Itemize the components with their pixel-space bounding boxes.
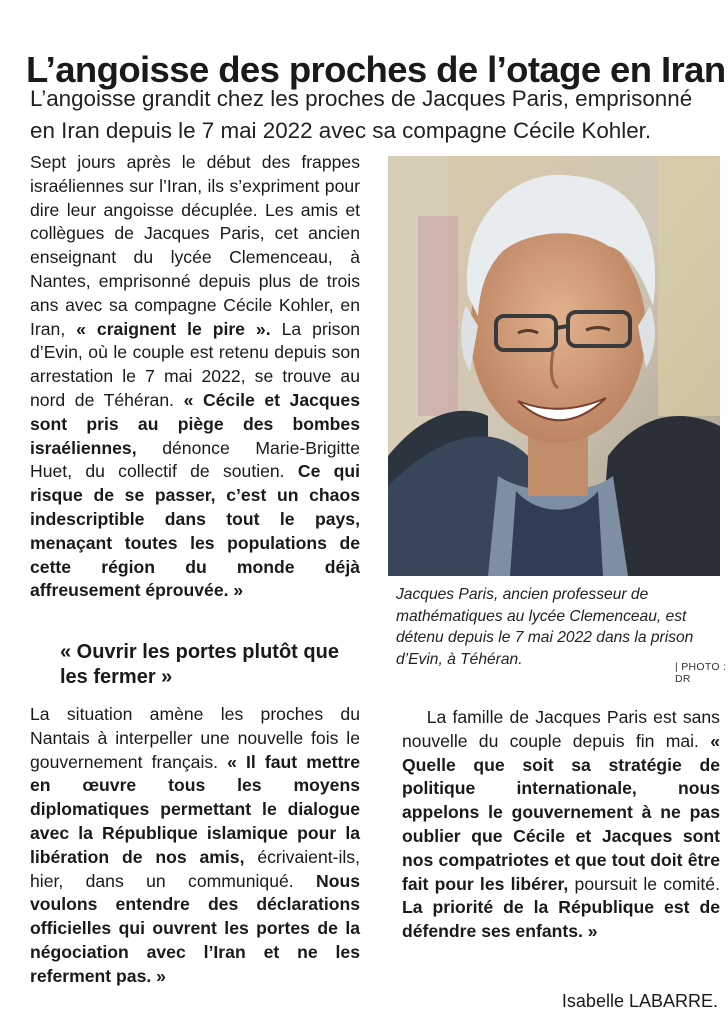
quote-run: « Il faut mettre en œuvre tous les moyens diplomatiques permettant le dialogue avec la République islamique pour la libération de nos amis, — [30, 751, 360, 867]
text-run: La prison d’Evin, où le couple est retenu depuis son arrestation le 7 mai 2022, se trouve au nord de Téhéran. — [30, 318, 361, 410]
photo-caption: Jacques Paris, ancien professeur de mathématiques au lycée Clemenceau, est détenu depuis le 7 mai 2022 dans la prison d’Evin, à Téhéran. — [396, 586, 694, 668]
text-run: Sept jours après le début des frappes israéliennes sur l’Iran, ils s’expriment pour dire leur angoisse décuplée. Les amis et collègues de Jacques Paris, cet ancien enseignant du lycée Clemenceau, à Nantes, emprisonné depuis plus de trois ans avec sa compagne Cécile Kohler, en Iran, — [30, 152, 360, 339]
quote-run: Nous voulons entendre des déclarations officielles qui ouvrent les portes de la négociation avec l’Iran et ne les referment pas. » — [30, 870, 360, 986]
author-signature: Isabelle LABARRE. — [561, 991, 718, 1011]
text-run: La situation amène les proches du Nantais à interpeller une nouvelle fois le gouvernement français. — [30, 704, 360, 772]
standfirst-line-2: en Iran depuis le 7 mai 2022 avec sa compagne Cécile Kohler. — [30, 118, 652, 143]
paragraph-3 — [402, 706, 720, 944]
article-subheading: « Ouvrir les portes plutôt que les fermer » — [60, 641, 339, 688]
standfirst-line-1: L’angoisse grandit chez les proches de Jacques Paris, emprisonné — [30, 86, 693, 111]
article-standfirst — [30, 83, 720, 147]
quote-run: « Cécile et Jacques sont pris au piège des bombes israéliennes, — [30, 389, 360, 458]
quote-run: « craignent le pire ». — [76, 318, 271, 339]
paragraph-2 — [30, 703, 360, 989]
article-column-2 — [30, 703, 360, 989]
portrait-photo — [388, 156, 720, 576]
photo-credit: | PHOTO : DR — [675, 661, 727, 685]
article-headline: L’angoisse des proches de l’otage en Iran — [26, 49, 726, 91]
article-column-1 — [30, 151, 360, 603]
quote-run: « Quelle que soit sa stratégie de politique internationale, nous appelons le gouvernement à ne pas oublier que Cécile et Jacques sont nos compatriotes et que tout doit être fait pour les libérer, — [402, 730, 720, 894]
text-run: dénonce Marie-Brigitte Huet, du collectif de soutien. — [30, 437, 360, 482]
portrait-illustration — [388, 156, 720, 576]
quote-run: Ce qui risque de se passer, c’est un chaos indescriptible dans tout le pays, menaçant toutes les populations de cette région du monde déjà affreusement éprouvée. » — [30, 461, 361, 601]
paragraph-1 — [30, 151, 360, 603]
text-run: poursuit le comité. — [568, 873, 720, 894]
article-column-3 — [402, 706, 720, 944]
quote-run: La priorité de la République est de défendre ses enfants. » — [402, 897, 720, 942]
text-run: La famille de Jacques Paris est sans nouvelle du couple depuis fin mai. — [402, 707, 720, 751]
text-run: écrivaient-ils, hier, dans un communiqué. — [30, 846, 360, 891]
